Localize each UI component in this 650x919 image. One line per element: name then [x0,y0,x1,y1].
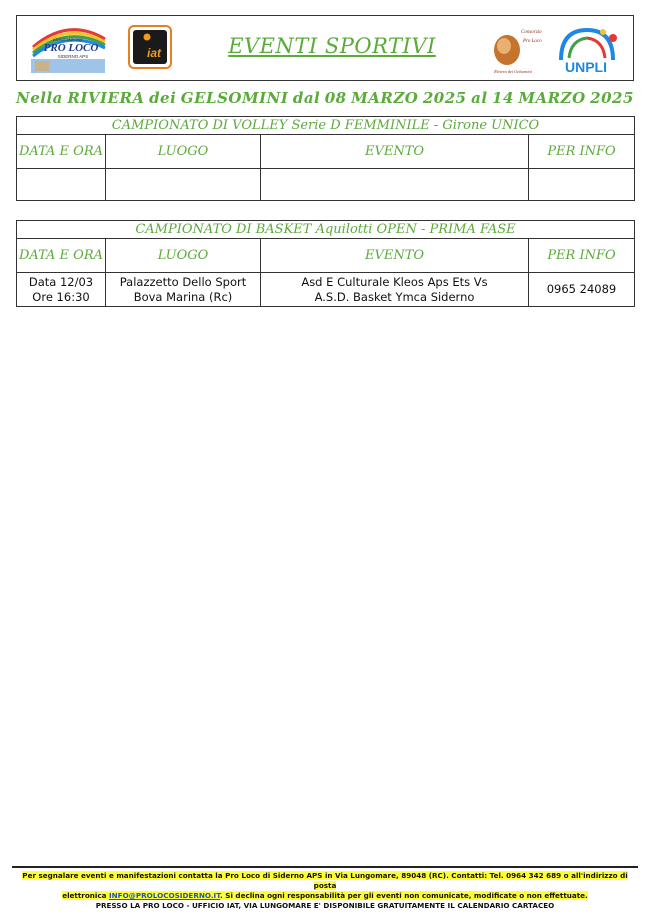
svg-text:UNPLI: UNPLI [565,59,607,75]
event-team-away: A.S.D. Basket Ymca Siderno [314,289,475,304]
svg-text:SIDERNO APS: SIDERNO APS [57,54,89,59]
svg-text:iat: iat [146,46,162,60]
date-line-word: MARZO [518,89,586,107]
column-header-info: PER INFO [529,239,635,273]
column-header-date: DATA E ORA [17,135,106,169]
svg-text:Pro Loco: Pro Loco [523,39,542,44]
date-line-word: Nella [16,89,63,107]
cell-info [529,169,635,201]
unpli-logo [551,24,623,76]
column-header-event: EVENTO [261,135,529,169]
footer-calendar-note: PRESSO LA PRO LOCO - UFFICIO IAT, VIA LUNGOMARE E' DISPONIBILE GRATUITAMENTE IL CALENDARIO CARTACEO [95,901,555,910]
column-header-event: EVENTO [261,239,529,273]
event-date: Data 12/03 [28,274,94,289]
event-time: Ore 16:30 [32,289,90,304]
footer [12,866,638,911]
email-link[interactable]: INFO@PROLOCOSIDERNO.IT [108,891,221,900]
date-line-word: 2025 [422,89,467,107]
cell-date [17,169,106,201]
cell-place [106,273,261,307]
section-title: CAMPIONATO DI VOLLEY Serie D FEMMINILE - Girone UNICO [17,117,635,135]
date-range-line [16,89,634,109]
date-line-word: 2025 [590,89,634,107]
date-line-word: al [471,89,488,107]
venue-city: Bova Marina (Rc) [133,289,233,304]
venue-name: Palazzetto Dello Sport [119,274,247,289]
event-team-home: Asd E Culturale Kleos Aps Ets Vs [301,274,488,289]
iat-logo [128,25,172,69]
info-phone: 0965 24089 [546,282,617,296]
proloco-logo [27,21,109,75]
date-line-word: RIVIERA [67,89,145,107]
footer-email-line: elettronica INFO@PROLOCOSIDERNO.IT. Si declina ogni responsabilità per gli eventi non comunicate, modificate o non effettuate. [62,891,588,900]
date-line-word: dei [149,89,177,107]
date-line-word: dal [292,89,321,107]
svg-text:ASSOCIAZIONE: ASSOCIAZIONE [52,37,84,42]
cell-date [17,273,106,307]
table-row [17,273,635,307]
column-header-info: PER INFO [529,135,635,169]
cell-event [261,273,529,307]
svg-text:PRO LOCO: PRO LOCO [43,42,99,54]
footer-contact-line: Per segnalare eventi e manifestazioni contatta la Pro Loco di Siderno APS in Via Lungomare, 89048 (RC). Contatti: Tel. 0964 342 689 o all'indirizzo di posta [22,871,628,890]
date-line-word: 14 [492,89,514,107]
header-box [16,15,634,81]
section-title: CAMPIONATO DI BASKET Aquilotti OPEN - PRIMA FASE [17,221,635,239]
date-line-word: MARZO [351,89,419,107]
costa-gelsomini-logo [487,24,542,76]
volley-events-table [16,116,635,201]
column-header-place: LUOGO [106,135,261,169]
date-line-word: 08 [324,89,347,107]
column-header-place: LUOGO [106,239,261,273]
svg-text:Consorzio: Consorzio [521,30,542,35]
cell-event [261,169,529,201]
cell-place [106,169,261,201]
cell-info [529,273,635,307]
page-title: EVENTI SPORTIVI [228,34,436,58]
basket-events-table [16,220,635,307]
column-header-date: DATA E ORA [17,239,106,273]
svg-text:Riviera dei Gelsomini: Riviera dei Gelsomini [494,69,532,74]
date-line-word: GELSOMINI [180,89,289,107]
table-row [17,169,635,201]
